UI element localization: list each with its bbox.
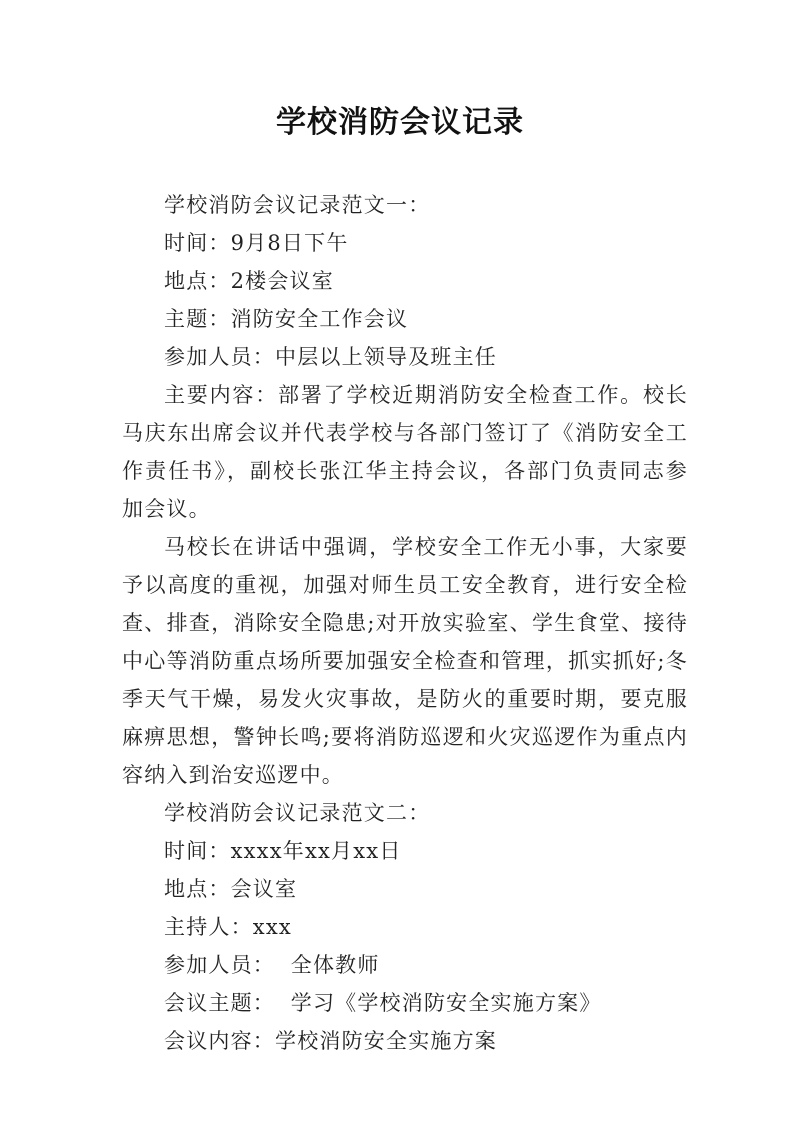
section1-content: 主要内容：部署了学校近期消防安全检查工作。校长马庆东出席会议并代表学校与各部门签订了《消防安全工作责任书》，副校长张江华主持会议，各部门负责同志参加会议。	[122, 383, 688, 521]
document-body	[122, 186, 688, 1060]
section2-heading: 学校消防会议记录范文二：	[164, 801, 431, 825]
section1-time: 时间：9月8日下午	[164, 231, 349, 255]
section2-content: 会议内容：学校消防安全实施方案	[164, 1029, 497, 1053]
section1-place: 地点：2楼会议室	[164, 269, 334, 293]
section2-time: 时间：xxxx年xx月xx日	[164, 839, 402, 863]
section2-place: 地点：会议室	[164, 877, 298, 901]
section2-attendees: 参加人员： 全体教师	[164, 953, 380, 977]
document-title: 学校消防会议记录	[276, 105, 524, 140]
section2-host: 主持人：xxx	[164, 915, 292, 939]
section1-speech: 马校长在讲话中强调，学校安全工作无小事，大家要予以高度的重视，加强对师生员工安全教育，进行安全检查、排查，消除安全隐患;对开放实验室、学生食堂、接待中心等消防重点场所要加强安全检查和管理，抓实抓好;冬季天气干燥，易发火灾事故，是防火的重要时期，要克服麻痹思想，警钟长鸣;要将消防巡逻和火灾巡逻作为重点内容纳入到治安巡逻中。	[122, 535, 688, 787]
section1-heading: 学校消防会议记录范文一：	[164, 193, 431, 217]
section1-topic: 主题：消防安全工作会议	[164, 307, 409, 331]
section2-topic: 会议主题： 学习《学校消防安全实施方案》	[164, 991, 602, 1015]
section1-attendees: 参加人员：中层以上领导及班主任	[164, 345, 497, 369]
